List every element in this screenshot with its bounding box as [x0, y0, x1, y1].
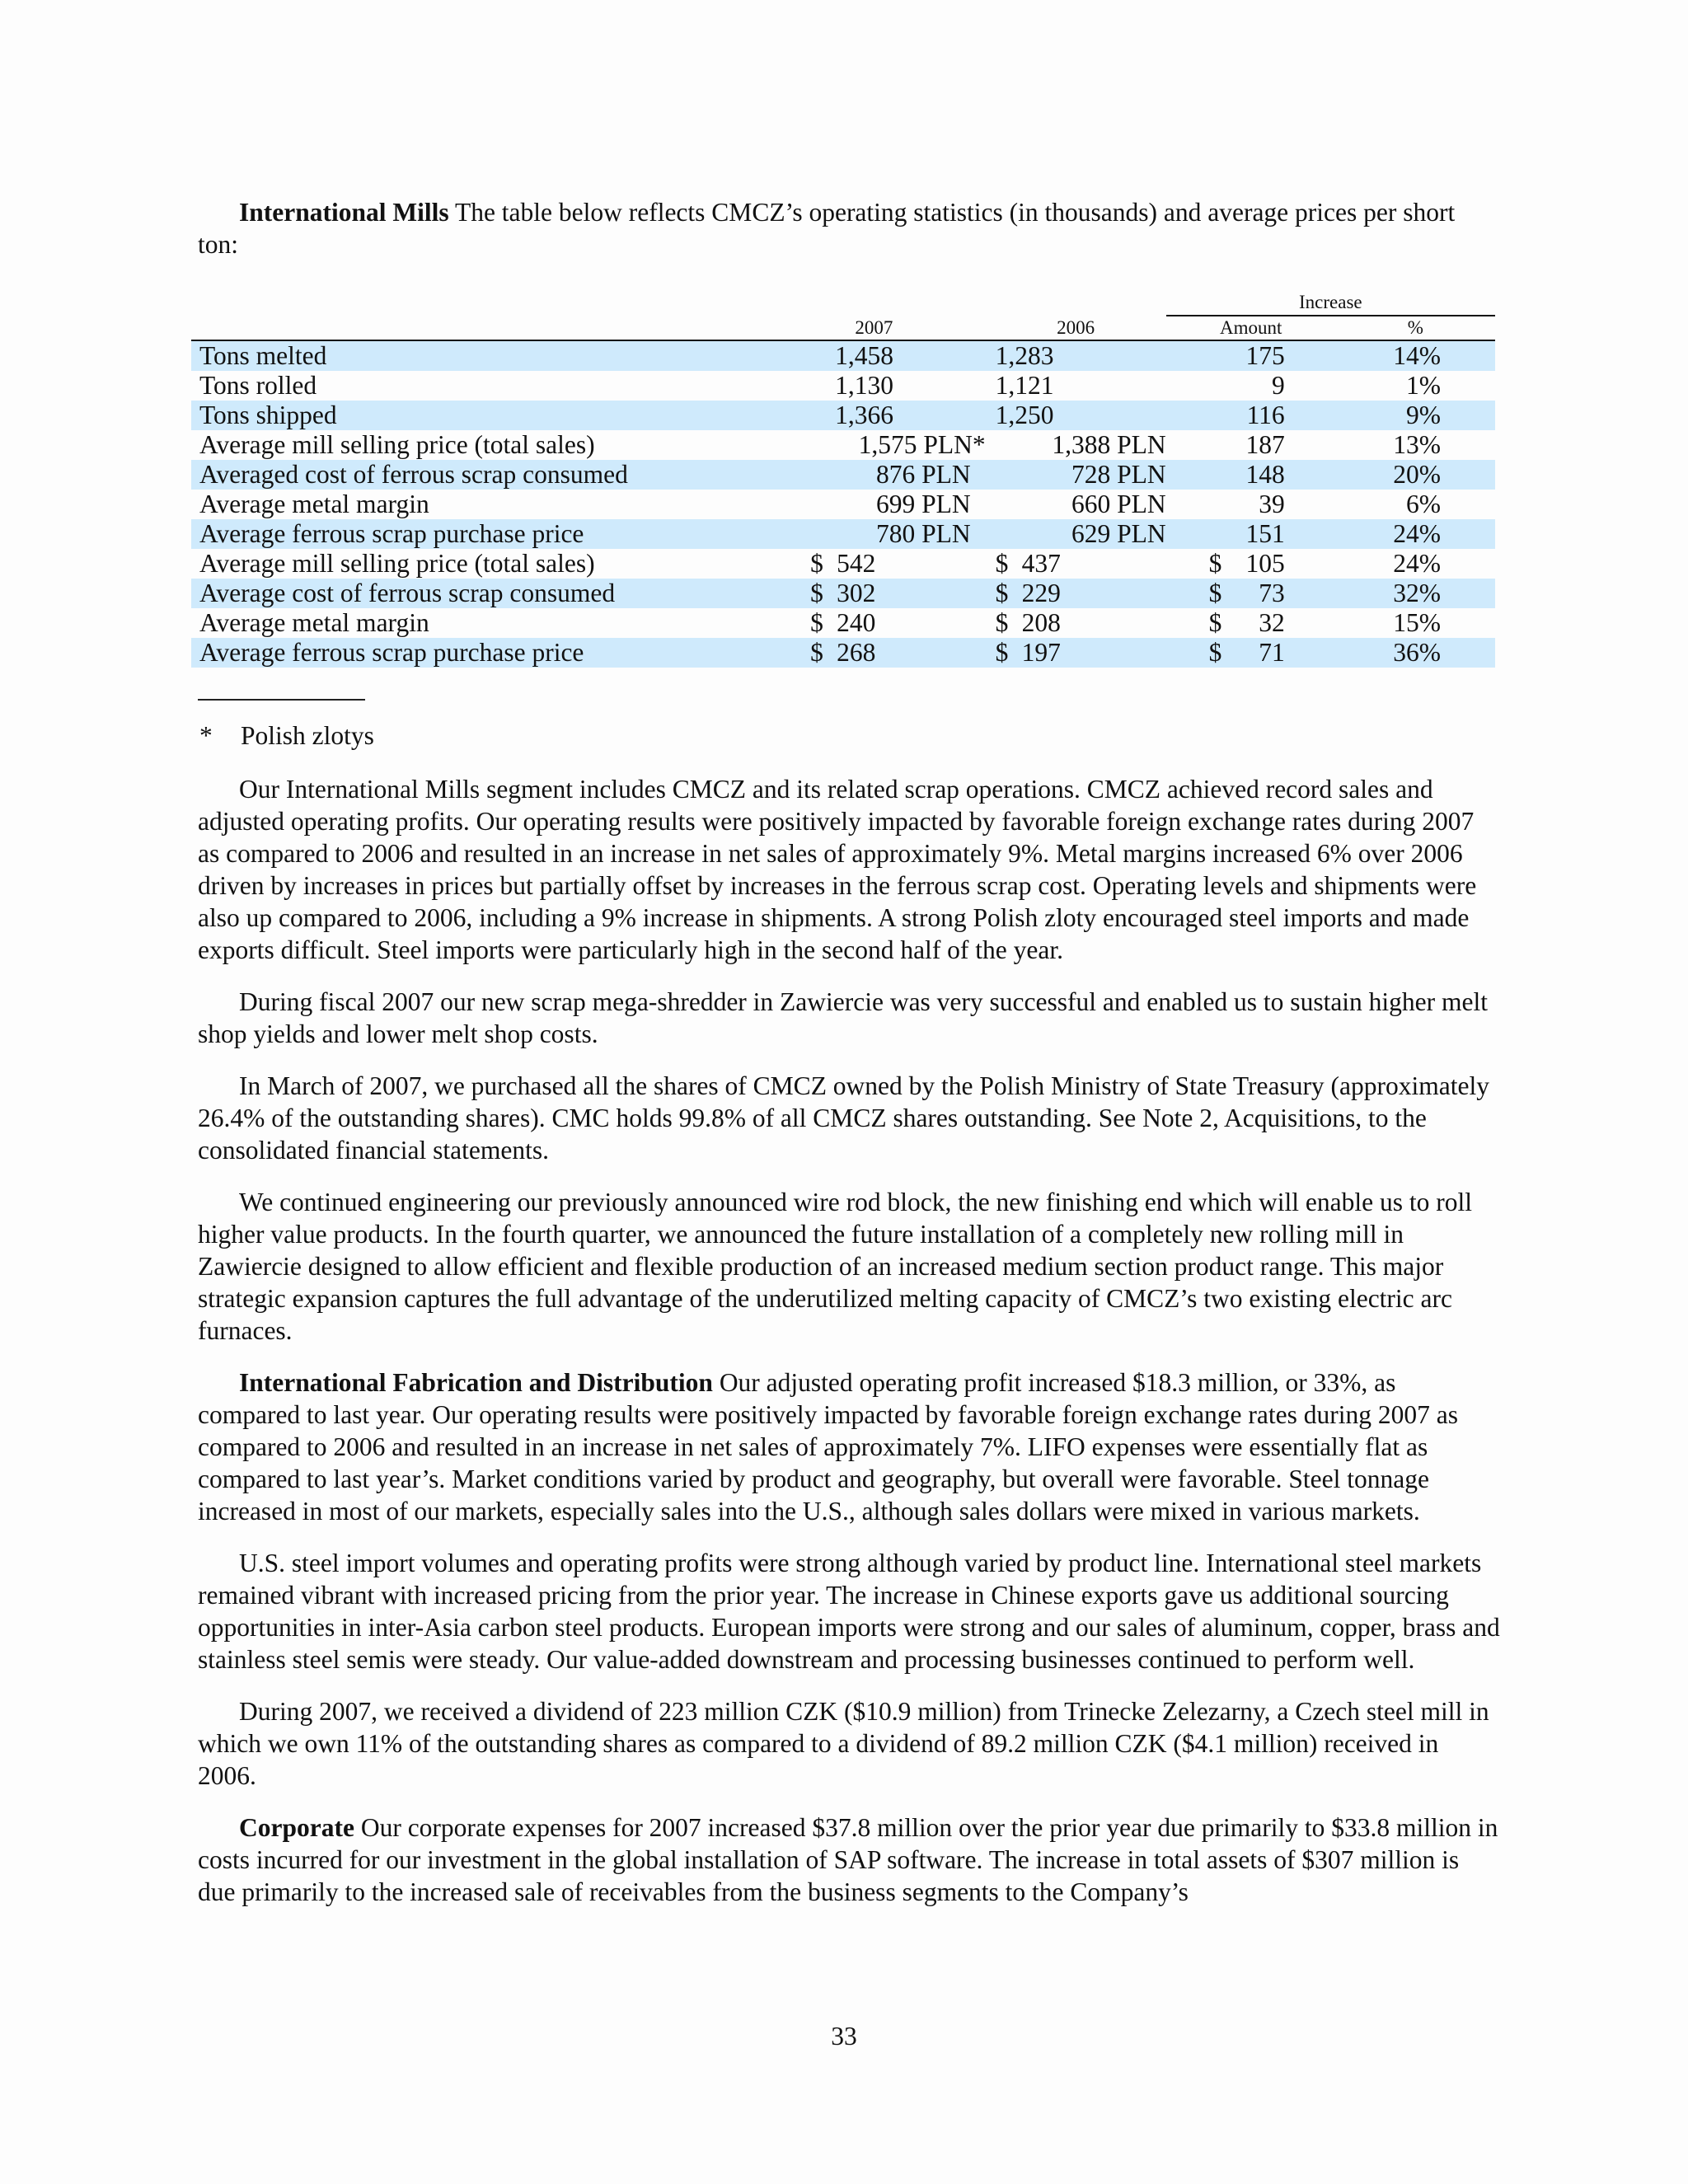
intro-paragraph	[198, 196, 1500, 260]
value-2006: 728 PLN	[986, 460, 1166, 490]
table-row	[191, 579, 1495, 608]
increase-header: Increase	[1166, 290, 1495, 316]
table-row	[191, 371, 1495, 401]
value-2007: 1,458	[762, 340, 985, 371]
row-label: Average metal margin	[199, 490, 429, 518]
row-label: Average ferrous scrap purchase price	[191, 519, 762, 549]
paragraph: During fiscal 2007 our new scrap mega-shredder in Zawiercie was very successful and enabled us to sustain higher melt shop yields and lower melt shop costs.	[198, 987, 1489, 1048]
footnote	[199, 721, 374, 751]
table-row	[191, 430, 1495, 460]
operating-statistics-table	[191, 290, 1495, 668]
column-header-2007: 2007	[762, 316, 985, 340]
increase-percent: 24%	[1393, 549, 1441, 578]
paragraph: International Fabrication and Distribution Our adjusted operating profit increased $18.3 million, or 33%, as compared to last year. Our operating results were positively impacted by favorable foreign exchange rates during 2007 as compared to 2006 and resulted in an increase in net sales of approximately 7%. LIFO expenses were essentially flat as compared to last year’s. Market conditions varied by product and geography, but overall were favorable. Steel tonnage increased in most of our markets, especially sales into the U.S., although sales dollars were mixed in various markets.	[198, 1368, 1458, 1526]
row-label: Average mill selling price (total sales)	[199, 549, 595, 578]
increase-amount: 116	[1166, 401, 1336, 430]
increase-percent: 20%	[1336, 460, 1495, 490]
value-2007: $ 542	[810, 549, 876, 578]
value-2007: 876 PLN	[762, 460, 985, 490]
footnote-divider	[198, 699, 365, 701]
value-2007: 1,130	[835, 371, 894, 400]
body-text	[198, 773, 1500, 1908]
value-2006: 660 PLN	[1071, 490, 1166, 518]
section-heading-international-mills: International Mills	[239, 198, 449, 227]
column-header-percent: %	[1336, 316, 1495, 340]
footnote-marker: *	[199, 721, 213, 750]
row-label: Average metal margin	[199, 608, 429, 637]
increase-percent: 14%	[1336, 340, 1495, 371]
footnote-text: Polish zlotys	[241, 721, 374, 750]
column-header-amount: Amount	[1166, 316, 1336, 340]
increase-percent: 1%	[1406, 371, 1441, 400]
increase-percent: 15%	[1393, 608, 1441, 637]
increase-amount: $ 32	[1208, 608, 1285, 637]
value-2006: $ 197	[986, 638, 1166, 668]
value-2007: 1,366	[762, 401, 985, 430]
row-label: Tons melted	[191, 340, 762, 371]
paragraph: U.S. steel import volumes and operating profits were strong although varied by product line. International steel markets remained vibrant with increased pricing from the prior year. The increase in Chinese exports gave us additional sourcing opportunities in inter-Asia carbon steel products. European imports were strong and our sales of aluminum, copper, brass and stainless steel semis were steady. Our value-added downstream and processing businesses continued to perform well.	[198, 1549, 1500, 1674]
increase-percent: 24%	[1336, 519, 1495, 549]
value-2007: 1,575 PLN*	[858, 430, 986, 459]
increase-percent: 9%	[1336, 401, 1495, 430]
row-label: Average cost of ferrous scrap consumed	[191, 579, 762, 608]
value-2006: 1,121	[995, 371, 1054, 400]
value-2007: 699 PLN	[875, 490, 971, 518]
row-label: Tons shipped	[191, 401, 762, 430]
section-heading-international-fabrication: International Fabrication and Distribution	[239, 1368, 713, 1397]
table-row	[191, 401, 1495, 430]
table-row	[191, 519, 1495, 549]
table-row	[191, 549, 1495, 579]
value-2006: $ 229	[986, 579, 1166, 608]
row-label: Average ferrous scrap purchase price	[191, 638, 762, 668]
value-2006: $ 208	[995, 608, 1061, 637]
table-row	[191, 490, 1495, 519]
value-2006: 1,250	[986, 401, 1166, 430]
value-2007: $ 268	[762, 638, 985, 668]
increase-amount: 151	[1166, 519, 1336, 549]
increase-percent: 13%	[1393, 430, 1441, 459]
row-label: Averaged cost of ferrous scrap consumed	[191, 460, 762, 490]
intro-text: The table below reflects CMCZ’s operating statistics (in thousands) and average prices per short ton:	[198, 198, 1456, 259]
increase-amount: 175	[1166, 340, 1336, 371]
increase-amount: $ 105	[1208, 549, 1285, 578]
increase-amount: 187	[1245, 430, 1285, 459]
value-2006: 629 PLN	[986, 519, 1166, 549]
table-row	[191, 340, 1495, 371]
increase-amount: $ 73	[1166, 579, 1336, 608]
paragraph: Our International Mills segment includes CMCZ and its related scrap operations. CMCZ achieved record sales and adjusted operating profits. Our operating results were positively impacted by favorable foreign exchange rates during 2007 as compared to 2006 and resulted in an increase in net sales of approximately 9%. Metal margins increased 6% over 2006 driven by increases in prices but partially offset by increases in the ferrous scrap cost. Operating levels and shipments were also up compared to 2006, including a 9% increase in shipments. A strong Polish zloty encouraged steel imports and made exports difficult. Steel imports were particularly high in the second half of the year.	[198, 775, 1477, 964]
page-number: 33	[831, 2022, 857, 2050]
section-heading-corporate: Corporate	[239, 1813, 354, 1842]
paragraph: Corporate Our corporate expenses for 2007 increased $37.8 million over the prior year due primarily to $33.8 million in costs incurred for our investment in the global installation of SAP software. The increase in total assets of $307 million is due primarily to the increased sale of receivables from the business segments to the Company’s	[198, 1813, 1498, 1906]
paragraph: We continued engineering our previously announced wire rod block, the new finishing end which will enable us to roll higher value products. In the fourth quarter, we announced the future installation of a completely new rolling mill in Zawiercie designed to allow efficient and flexible production of an increased medium section product range. This major strategic expansion captures the full advantage of the underutilized melting capacity of CMCZ’s two existing electric arc furnaces.	[198, 1188, 1472, 1345]
increase-percent: 6%	[1406, 490, 1441, 518]
increase-amount: 148	[1166, 460, 1336, 490]
table-row	[191, 608, 1495, 638]
column-header-2006: 2006	[986, 316, 1166, 340]
increase-amount: 9	[1271, 371, 1285, 400]
value-2007: $ 302	[762, 579, 985, 608]
increase-percent: 32%	[1336, 579, 1495, 608]
table-row	[191, 460, 1495, 490]
increase-amount: $ 71	[1166, 638, 1336, 668]
increase-amount: 39	[1259, 490, 1285, 518]
paragraph: In March of 2007, we purchased all the shares of CMCZ owned by the Polish Ministry of State Treasury (approximately 26.4% of the outstanding shares). CMC holds 99.8% of all CMCZ shares outstanding. See Note 2, Acquisitions, to the consolidated financial statements.	[198, 1071, 1489, 1165]
table-row	[191, 638, 1495, 668]
value-2007: 780 PLN	[762, 519, 985, 549]
row-label: Average mill selling price (total sales)	[199, 430, 595, 459]
value-2006: 1,388 PLN	[1052, 430, 1166, 459]
paragraph: During 2007, we received a dividend of 223 million CZK ($10.9 million) from Trinecke Zelezarny, a Czech steel mill in which we own 11% of the outstanding shares as compared to a dividend of 89.2 million CZK ($4.1 million) received in 2006.	[198, 1697, 1489, 1790]
value-2006: 1,283	[986, 340, 1166, 371]
increase-percent: 36%	[1336, 638, 1495, 668]
value-2006: $ 437	[995, 549, 1061, 578]
row-label: Tons rolled	[199, 371, 317, 400]
value-2007: $ 240	[810, 608, 876, 637]
